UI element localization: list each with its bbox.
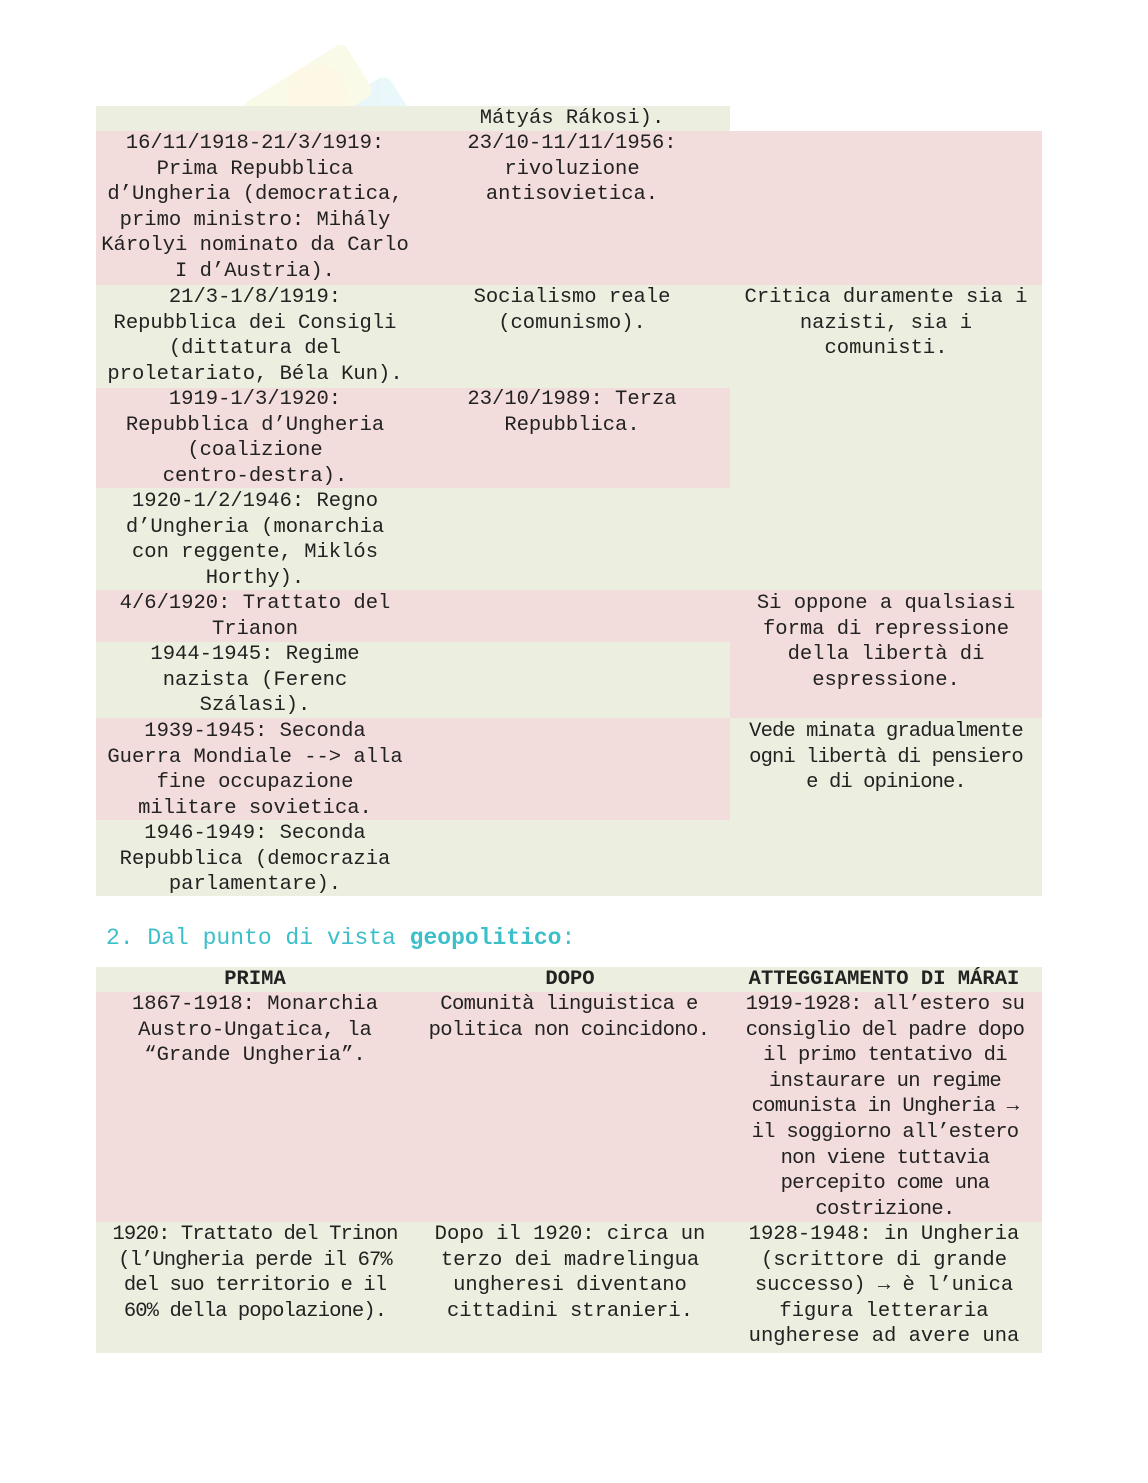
table-cell-prima: 1920: Trattato del Trinon (l’Ungheria perde il 67% del suo territorio e il 60% della popolazione). [112, 1223, 398, 1323]
column-header-dopo: DOPO [545, 968, 595, 991]
row-bg [730, 388, 1042, 590]
section-keyword: geopolitico [409, 925, 562, 951]
table-cell-dopo: 23/10-11/11/1956: rivoluzione antisovietica. [467, 132, 677, 207]
table-cell-prima: 1939-1945: Seconda Guerra Mondiale --> alla fine occupazione militare sovietica. [107, 720, 403, 820]
table-cell-prima: 1920-1/2/1946: Regno d’Ungheria (monarchia con reggente, Miklós Horthy). [125, 490, 385, 590]
column-header-atteggiamento: ATTEGGIAMENTO DI MÁRAI [748, 968, 1020, 991]
table-cell-prima: 1919-1/3/1920: Repubblica d’Ungheria (coalizione centro-destra). [125, 388, 385, 488]
table-cell-atteggiamento: Critica duramente sia i nazisti, sia i comunisti. [744, 286, 1028, 361]
table-cell-dopo: Comunità linguistica e politica non coincidono. [428, 993, 710, 1042]
table-cell-atteggiamento: 1919-1928: all’estero su consiglio del padre dopo il primo tentativo di instaurare un regime comunista in Ungheria → il soggiorno all’estero non viene tuttavia percepito come una costrizione. [745, 993, 1025, 1221]
table-cell-prima: 1867-1918: Monarchia Austro-Ungatica, la “Grande Ungheria”. [131, 993, 379, 1068]
table-cell-prima: 1946-1949: Seconda Repubblica (democrazia parlamentare). [119, 822, 391, 897]
table-cell-prima: 1944-1945: Regime nazista (Ferenc Szálasi). [150, 643, 360, 718]
table-cell-prima: 21/3-1/8/1919: Repubblica dei Consigli (dittatura del proletariato, Béla Kun). [107, 286, 403, 386]
table-cell-atteggiamento: 1928-1948: in Ungheria (scrittore di grande successo) → è l’unica figura letteraria ungherese ad avere una [748, 1223, 1020, 1349]
table-cell-dopo: Mátyás Rákosi). [479, 107, 665, 130]
table-cell-atteggiamento: Vede minata gradualmente ogni libertà di pensiero e di opinione. [749, 720, 1023, 795]
table-cell-dopo: Dopo il 1920: circa un terzo dei madrelingua ungheresi diventano cittadini stranieri. [434, 1223, 706, 1323]
table-cell-dopo: Socialismo reale (comunismo). [473, 286, 671, 335]
table-cell-prima: 16/11/1918-21/3/1919: Prima Repubblica d’Ungheria (democratica, primo ministro: Mihály Károlyi nominato da Carlo I d’Austria). [101, 132, 409, 283]
section-heading: 2. Dal punto di vista geopolitico: [106, 925, 576, 951]
table-cell-dopo: 23/10/1989: Terza Repubblica. [467, 388, 677, 437]
table-cell-atteggiamento: Si oppone a qualsiasi forma di repressione della libertà di espressione. [756, 592, 1016, 692]
table-cell-prima: 4/6/1920: Trattato del Trianon [119, 592, 391, 641]
column-header-prima: PRIMA [224, 968, 286, 991]
